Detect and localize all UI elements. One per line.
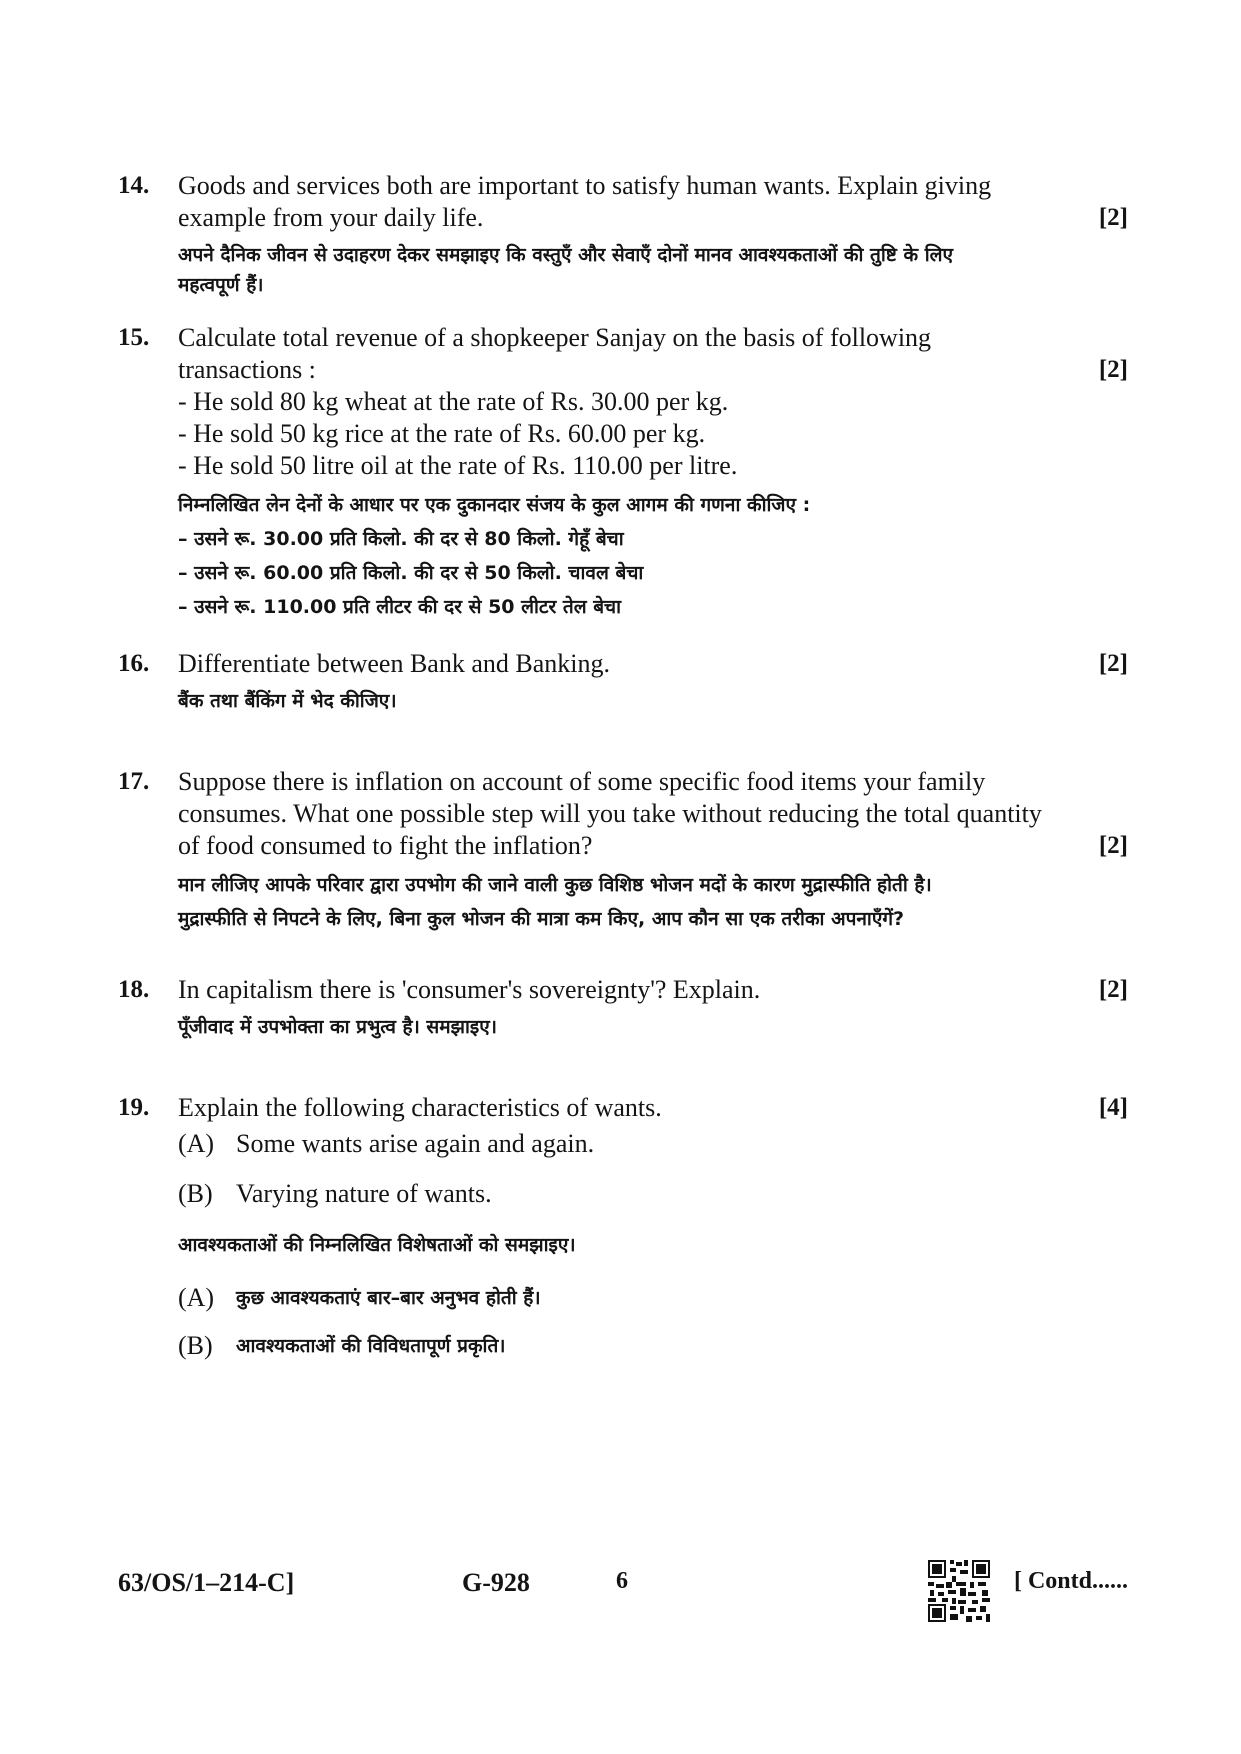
text-line: निम्नलिखित लेन देनों के आधार पर एक दुकानदार संजय के कुल आगम की गणना कीजिए :	[178, 494, 811, 516]
text-line: मान लीजिए आपके परिवार द्वारा उपभोग की जाने वाली कुछ विशिष्ठ भोजन मदों के कारण मुद्रास्फीति होती है।	[178, 874, 932, 896]
marks: [2]	[1098, 832, 1128, 859]
text-line: transactions :	[178, 355, 316, 384]
question-19	[118, 1092, 1128, 1362]
page-number: 6	[616, 1568, 628, 1594]
question-text-en	[178, 322, 1128, 482]
list-item: - He sold 50 kg rice at the rate of Rs. 60.00 per kg.	[178, 419, 706, 448]
marks: [2]	[1098, 356, 1128, 383]
question-text-hi	[178, 240, 1128, 300]
question-number: 18.	[118, 976, 150, 1003]
text-line: बैंक तथा बैंकिंग में भेद कीजिए।	[178, 690, 397, 712]
page-footer	[118, 1560, 1128, 1620]
question-16	[118, 648, 1128, 716]
marks: [2]	[1098, 976, 1128, 1003]
text-line: Differentiate between Bank and Banking.	[178, 649, 610, 678]
option-b-hi	[178, 1330, 1128, 1362]
text-line: consumes. What one possible step will you take without reducing the total quantity	[178, 799, 1042, 828]
option-text: आवश्यकताओं की विविधतापूर्ण प्रकृति।	[236, 1335, 506, 1357]
question-18	[118, 974, 1128, 1042]
option-text: कुछ आवश्यकताएं बार–बार अनुभव होती हैं।	[236, 1287, 541, 1309]
text-line: महत्वपूर्ण हैं।	[178, 274, 264, 296]
marks: [2]	[1098, 650, 1128, 677]
question-number: 16.	[118, 650, 150, 677]
option-a-hi	[178, 1282, 1128, 1314]
text-line: example from your daily life.	[178, 203, 484, 232]
text-line: Suppose there is inflation on account of some specific food items your family	[178, 767, 986, 796]
question-number: 19.	[118, 1094, 150, 1121]
list-item: – उसने रू. 30.00 प्रति किलो. की दर से 80 किलो. गेहूँ बेचा	[178, 528, 624, 550]
qr-code-icon	[928, 1560, 990, 1622]
option-text: Varying nature of wants.	[236, 1179, 492, 1208]
question-number: 17.	[118, 768, 150, 795]
option-label: (A)	[178, 1283, 215, 1312]
text-line: Explain the following characteristics of wants.	[178, 1093, 662, 1122]
text-line: अपने दैनिक जीवन से उदाहरण देकर समझाइए कि वस्तुएँ और सेवाएँ दोनों मानव आवश्यकताओं की तुष्टि के लिए	[178, 244, 954, 266]
question-text-en	[178, 1092, 1128, 1124]
text-line: पूँजीवाद में उपभोक्ता का प्रभुत्व है। समझाइए।	[178, 1016, 497, 1038]
series-code: G-928	[462, 1568, 530, 1597]
question-text-en	[178, 974, 1128, 1006]
question-text-en	[178, 170, 1128, 234]
text-line: Goods and services both are important to satisfy human wants. Explain giving	[178, 171, 992, 200]
option-text: Some wants arise again and again.	[236, 1129, 595, 1158]
list-item: – उसने रू. 60.00 प्रति किलो. की दर से 50 किलो. चावल बेचा	[178, 562, 644, 584]
option-label: (A)	[178, 1129, 215, 1158]
question-number: 14.	[118, 172, 150, 199]
question-text-hi	[178, 868, 1128, 936]
text-line: Calculate total revenue of a shopkeeper Sanjay on the basis of following	[178, 323, 932, 352]
option-a-en	[178, 1128, 1128, 1160]
text-line: आवश्यकताओं की निम्नलिखित विशेषताओं को समझाइए।	[178, 1234, 576, 1256]
marks: [2]	[1098, 204, 1128, 231]
list-item: – उसने रू. 110.00 प्रति लीटर की दर से 50 लीटर तेल बेचा	[178, 596, 622, 618]
paper-code: 63/OS/1–214-C]	[118, 1568, 295, 1597]
question-17	[118, 766, 1128, 936]
question-text-hi	[178, 488, 1128, 624]
question-text-en	[178, 648, 1128, 680]
question-text-hi	[178, 1012, 1128, 1042]
question-15	[118, 322, 1128, 624]
question-number: 15.	[118, 324, 150, 351]
option-label: (B)	[178, 1179, 213, 1208]
list-item: - He sold 80 kg wheat at the rate of Rs. 30.00 per kg.	[178, 387, 729, 416]
text-line: मुद्रास्फीति से निपटने के लिए, बिना कुल भोजन की मात्रा कम किए, आप कौन सा एक तरीका अपनाएँगें?	[178, 908, 905, 930]
option-label: (B)	[178, 1331, 213, 1360]
question-text-hi	[178, 686, 1128, 716]
question-14	[118, 170, 1128, 300]
continued-label: [ Contd......	[1013, 1568, 1128, 1594]
text-line: of food consumed to fight the inflation?	[178, 831, 593, 860]
question-text-en	[178, 766, 1128, 862]
option-b-en	[178, 1178, 1128, 1210]
question-text-hi	[178, 1230, 1128, 1260]
marks: [4]	[1098, 1094, 1128, 1121]
list-item: - He sold 50 litre oil at the rate of Rs. 110.00 per litre.	[178, 451, 738, 480]
text-line: In capitalism there is 'consumer's sovereignty'? Explain.	[178, 975, 761, 1004]
